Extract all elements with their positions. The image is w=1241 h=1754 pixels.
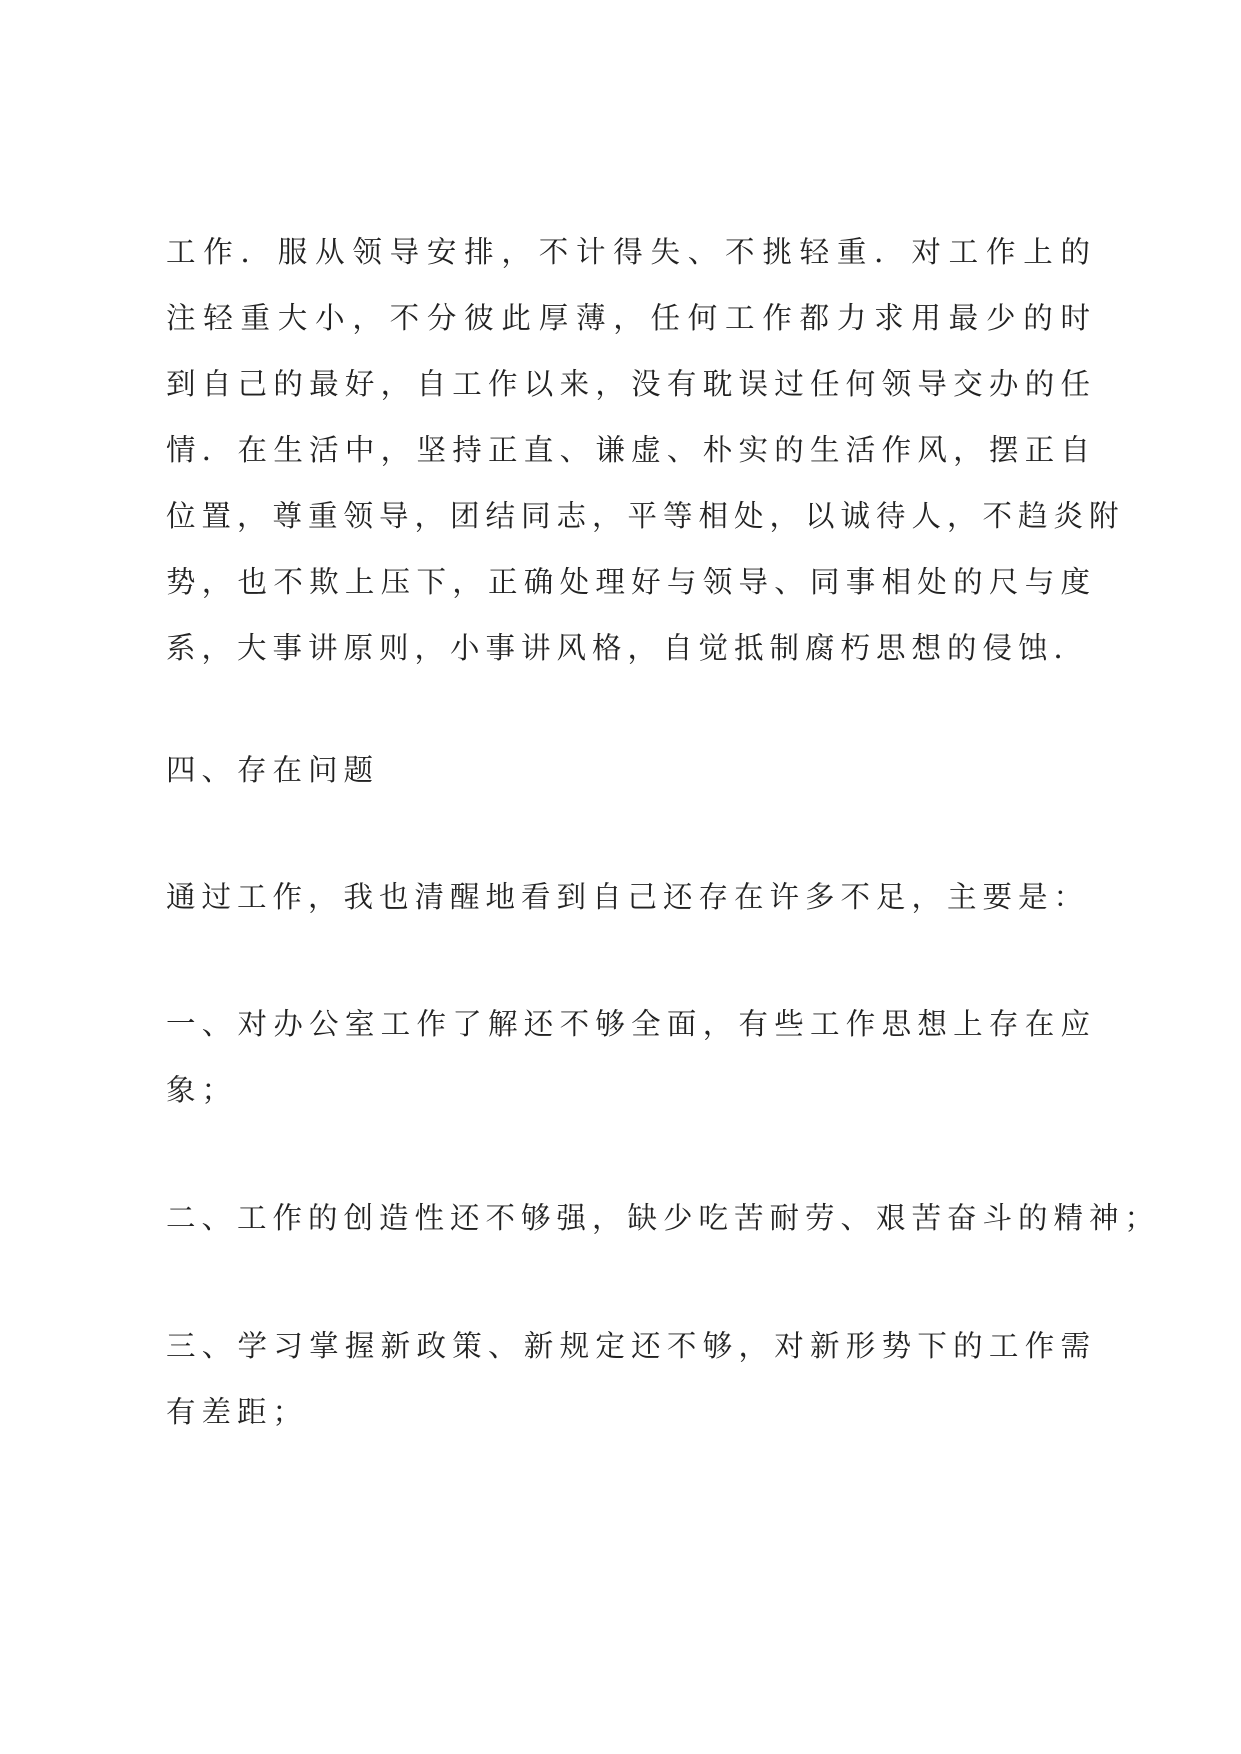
problem-item-2: 二、工作的创造性还不够强，缺少吃苦耐劳、艰苦奋斗的精神； (166, 1201, 1161, 1235)
paragraph-line: 位置，尊重领导，团结同志，平等相处，以诚待人，不趋炎附 (166, 499, 1125, 533)
paragraph-line: 情．在生活中，坚持正直、谦虚、朴实的生活作风，摆正自 (166, 433, 1096, 467)
paragraph-line: 系，大事讲原则，小事讲风格，自觉抵制腐朽思想的侵蚀． (166, 631, 1090, 665)
paragraph-line: 注轻重大小，不分彼此厚薄，任何工作都力求用最少的时 (166, 301, 1096, 335)
paragraph-line: 工作．服从领导安排，不计得失、不挑轻重．对工作上的 (166, 235, 1096, 269)
paragraph-work-attitude (166, 219, 1125, 681)
paragraph-line: 象； (166, 1073, 238, 1107)
paragraph-line: 有差距； (166, 1395, 309, 1429)
paragraph-line: 势，也不欺上压下，正确处理好与领导、同事相处的尺与度 (166, 565, 1096, 599)
paragraph-line: 一、对办公室工作了解还不够全面，有些工作思想上存在应 (166, 1007, 1096, 1041)
section-heading-problems: 四、存在问题 (166, 753, 380, 787)
problem-item-3 (166, 1313, 1096, 1445)
paragraph-line: 三、学习掌握新政策、新规定还不够，对新形势下的工作需 (166, 1329, 1096, 1363)
paragraph-line: 到自己的最好，自工作以来，没有耽误过任何领导交办的任 (166, 367, 1096, 401)
problem-item-1 (166, 991, 1096, 1123)
paragraph-intro-problems: 通过工作，我也清醒地看到自己还存在许多不足，主要是： (166, 880, 1090, 914)
